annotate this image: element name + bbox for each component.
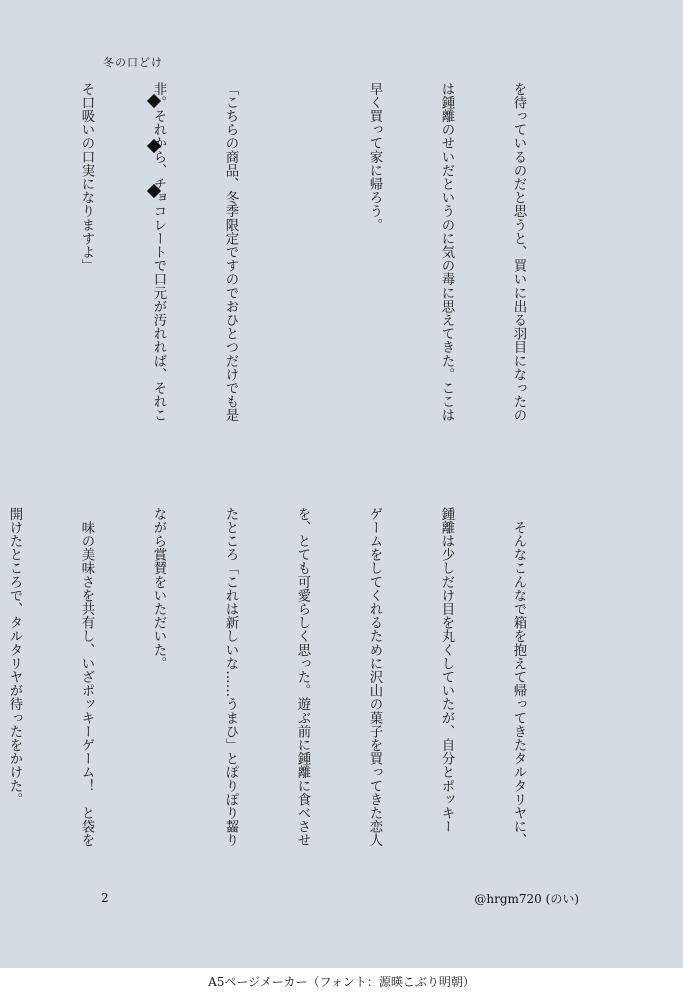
text-line: は鍾離のせいだというのに気の毒に思えてきた。ここは bbox=[439, 82, 454, 422]
text-line: そんなこんなで箱を抱えて帰ってきたタルタリヤに、 bbox=[511, 507, 526, 847]
text-line: 鍾離は少しだけ目を丸くしていたが、自分とポッキー bbox=[439, 507, 454, 834]
footer-caption: A5ページメーカー（フォント：源暎こぶり明朝） bbox=[208, 975, 475, 989]
text-line bbox=[2, 82, 26, 484]
text-line: ゲームをしてくれるために沢山の菓子を買ってきた恋人 bbox=[367, 507, 382, 847]
text-line: 味の美味さを共有し、いざポッキーゲーム！ と袋を bbox=[79, 507, 94, 847]
page-number: 2 bbox=[101, 891, 109, 905]
text-line: 非。それから、チョコレートで口元が汚れれば、それこ bbox=[151, 82, 166, 422]
text-line: 早く買って家に帰ろう。 bbox=[367, 82, 382, 232]
text-line: そ口吸いの口実になりますよ」 bbox=[79, 82, 94, 273]
text-column-bottom bbox=[7, 507, 578, 879]
text-line bbox=[290, 82, 314, 484]
text-line: を待っているのだと思うと、買いに出る羽目になったの bbox=[511, 82, 526, 422]
text-line: たところ「これは新しいな……うまひ」とぽりぽり齧り bbox=[223, 507, 238, 847]
text-line: 「こちらの商品、冬季限定ですのでおひとつだけでも是 bbox=[223, 82, 238, 422]
running-title: 冬の口どけ bbox=[103, 56, 163, 69]
text-line: を、とても可愛らしく思った。遊ぶ前に鍾離に食べさせ bbox=[295, 507, 310, 847]
text-line: 開けたところで、タルタリヤが待ったをかけた。 bbox=[7, 507, 22, 807]
author-credit: @hrgm720 (のい) bbox=[474, 892, 579, 906]
text-line: ながら賞賛をいただいた。 bbox=[151, 507, 166, 671]
text-column-top bbox=[79, 82, 578, 484]
